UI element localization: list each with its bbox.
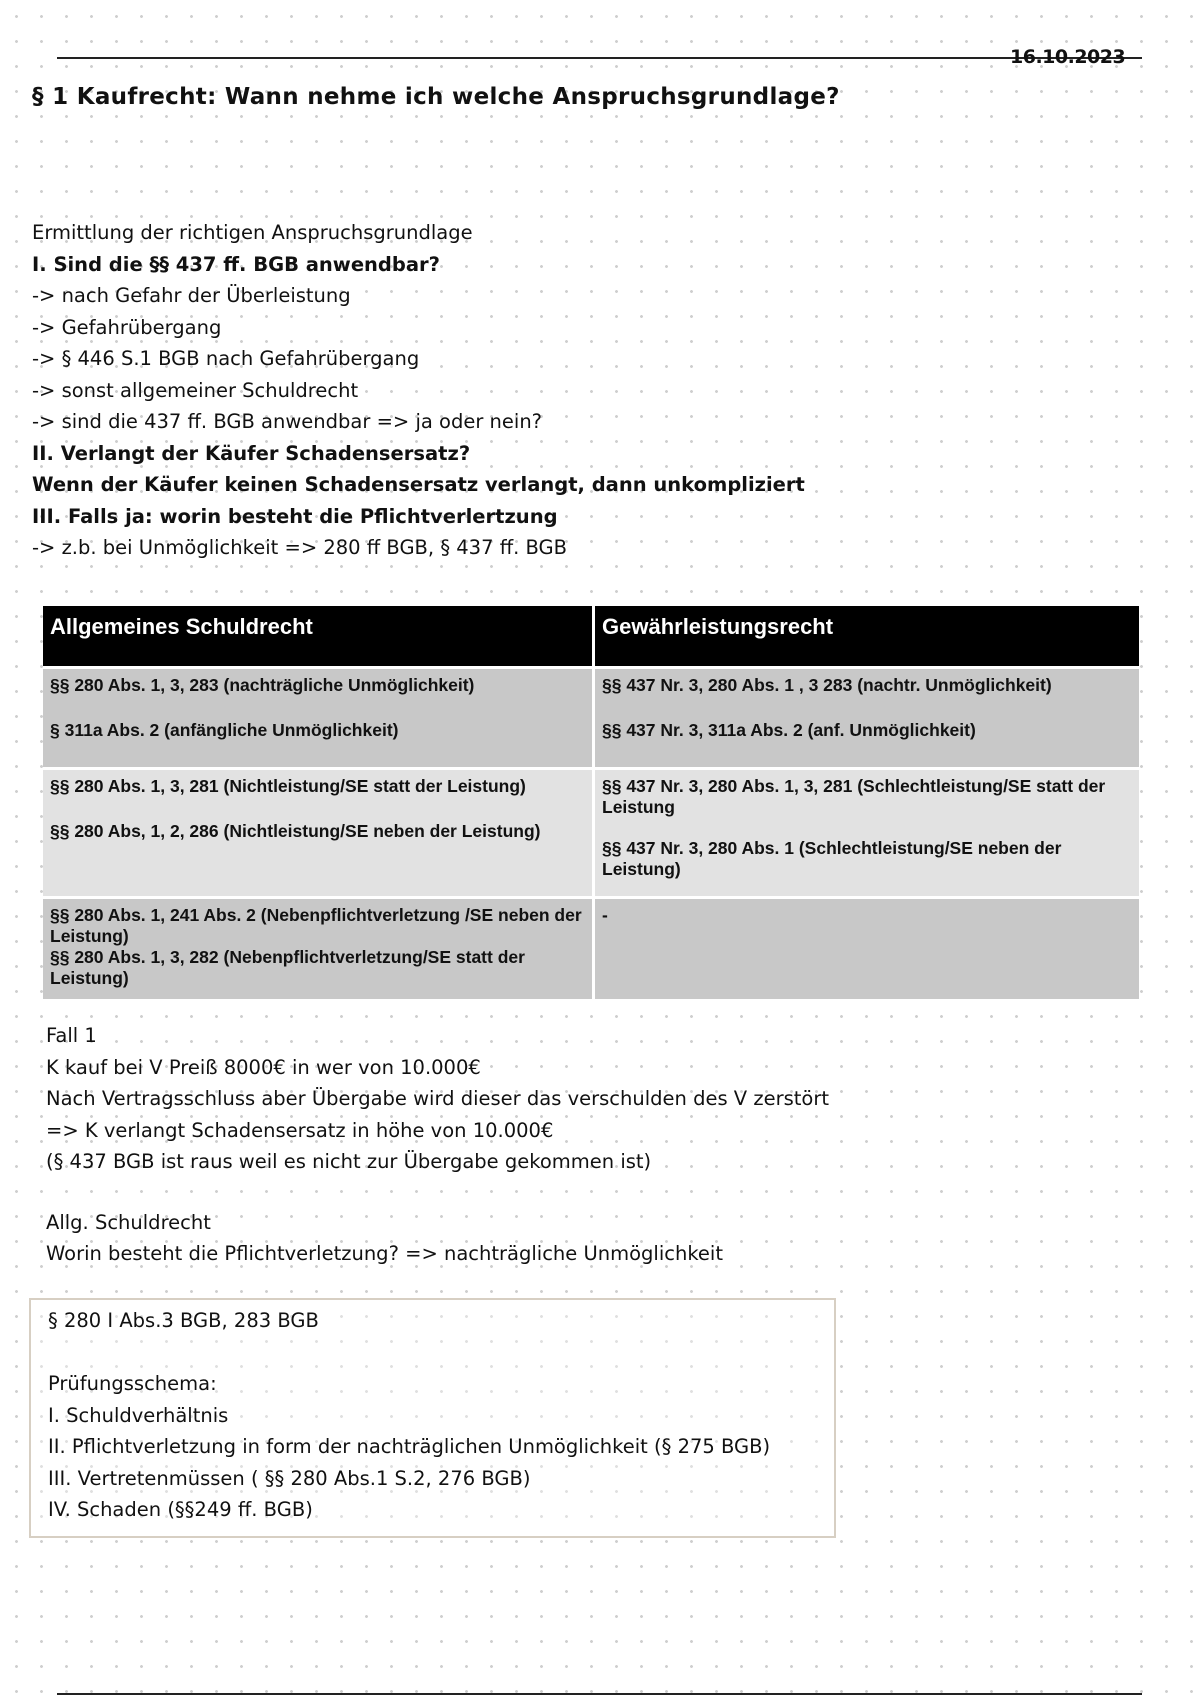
case-line: Nach Vertragsschluss aber Übergabe wird dieser das verschulden des V zerstört <box>46 1087 829 1110</box>
box-heading: § 280 I Abs.3 BGB, 283 BGB <box>48 1309 319 1332</box>
intro-line: -> z.b. bei Unmöglichkeit => 280 ff BGB, § 437 ff. BGB <box>32 536 568 559</box>
cell-entry: - <box>602 905 608 925</box>
cell-entry: §§ 437 Nr. 3, 311a Abs. 2 (anf. Unmöglichkeit) <box>602 720 976 740</box>
schema-item: IV. Schaden (§§249 ff. BGB) <box>48 1498 313 1521</box>
table-cell <box>594 668 1140 769</box>
table-header-row <box>43 606 1139 668</box>
schema-item: II. Pflichtverletzung in form der nachträglichen Unmöglichkeit (§ 275 BGB) <box>48 1435 771 1458</box>
table-cell <box>43 769 594 898</box>
cell-entry: §§ 280 Abs. 1, 241 Abs. 2 (Nebenpflichtverletzung /SE neben der Leistung) <box>50 905 582 946</box>
cell-entry: §§ 437 Nr. 3, 280 Abs. 1 , 3 283 (nachtr. Unmöglichkeit) <box>602 675 1052 695</box>
schema-item: I. Schuldverhältnis <box>48 1403 229 1427</box>
intro-line: III. Falls ja: worin besteht die Pflichtverlertzung <box>32 504 558 528</box>
cell-entry: § 311a Abs. 2 (anfängliche Unmöglichkeit) <box>50 720 399 740</box>
case-line: Fall 1 <box>46 1024 97 1047</box>
case-line: => K verlangt Schadensersatz in höhe von 10.000€ <box>46 1118 554 1142</box>
table-cell <box>43 668 594 769</box>
table-header-general: Allgemeines Schuldrecht <box>43 606 594 668</box>
table-header-warranty: Gewährleistungsrecht <box>594 606 1140 668</box>
intro-line: -> § 446 S.1 BGB nach Gefahrübergang <box>32 347 420 370</box>
intro-line: Wenn der Käufer keinen Schadensersatz verlangt, dann unkompliziert <box>32 473 805 496</box>
cell-entry: §§ 437 Nr. 3, 280 Abs. 1, 3, 281 (Schlechtleistung/SE statt der Leistung <box>602 776 1106 817</box>
intro-line: I. Sind die §§ 437 ff. BGB anwendbar? <box>32 252 440 276</box>
cell-entry: §§ 280 Abs. 1, 3, 283 (nachträgliche Unmöglichkeit) <box>50 675 475 695</box>
exam-schema-box <box>29 1298 836 1538</box>
bottom-rule <box>57 1693 1142 1695</box>
page-title: § 1 Kaufrecht: Wann nehme ich welche Anspruchsgrundlage? <box>32 84 840 110</box>
intro-line: -> Gefahrübergang <box>32 315 222 339</box>
table-row <box>43 898 1139 1000</box>
intro-line: -> nach Gefahr der Überleistung <box>32 284 351 307</box>
intro-line: -> sind die 437 ff. BGB anwendbar => ja oder nein? <box>32 410 543 433</box>
cell-entry: §§ 280 Abs, 1, 2, 286 (Nichtleistung/SE neben der Leistung) <box>50 821 541 841</box>
table-row <box>43 668 1139 769</box>
intro-line: Ermittlung der richtigen Anspruchsgrundlage <box>32 221 473 244</box>
table-cell <box>594 769 1140 898</box>
case-line: (§ 437 BGB ist raus weil es nicht zur Übergabe gekommen ist) <box>46 1150 652 1173</box>
case-section <box>46 1020 829 1270</box>
page-date: 16.10.2023 <box>1010 46 1126 68</box>
analysis-line: Worin besteht die Pflichtverletzung? => nachträgliche Unmöglichkeit <box>46 1242 723 1265</box>
cell-entry: §§ 437 Nr. 3, 280 Abs. 1 (Schlechtleistung/SE neben der Leistung) <box>602 838 1062 879</box>
table-row <box>43 769 1139 898</box>
table-cell <box>43 898 594 1000</box>
case-line: K kauf bei V Preiß 8000€ in wer von 10.000€ <box>46 1055 481 1079</box>
schema-item: III. Vertretenmüssen ( §§ 280 Abs.1 S.2, 276 BGB) <box>48 1466 531 1490</box>
cell-entry: §§ 280 Abs. 1, 3, 281 (Nichtleistung/SE statt der Leistung) <box>50 776 526 796</box>
intro-line: II. Verlangt der Käufer Schadensersatz? <box>32 441 471 465</box>
comparison-table <box>43 606 1139 999</box>
intro-section <box>32 217 805 564</box>
top-rule <box>57 57 1142 59</box>
intro-line: -> sonst allgemeiner Schuldrecht <box>32 378 359 402</box>
schema-label: Prüfungsschema: <box>48 1372 217 1395</box>
table-cell <box>594 898 1140 1000</box>
analysis-line: Allg. Schuldrecht <box>46 1210 211 1234</box>
cell-entry: §§ 280 Abs. 1, 3, 282 (Nebenpflichtverletzung/SE statt der Leistung) <box>50 947 525 988</box>
